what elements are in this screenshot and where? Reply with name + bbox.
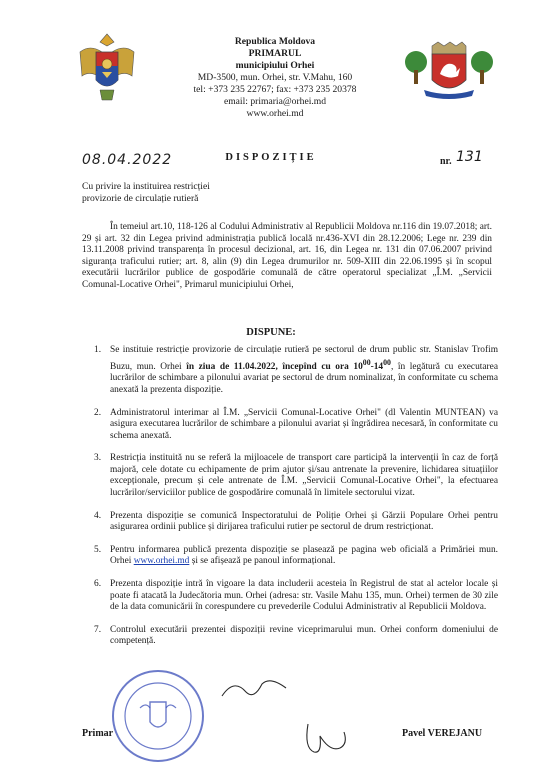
item-number: 2. xyxy=(94,407,102,418)
item-text: , în legătură cu executarea lucrărilor de schimbare a pilonului avariat pe sectorul de drum nominalizat, în conformitate cu schema anexată la prezenta dispoziție. xyxy=(110,361,498,395)
list-item xyxy=(82,453,498,499)
list-item xyxy=(82,345,498,397)
signature-icon xyxy=(300,718,360,758)
item-text: Prezenta dispoziție se comunică Inspectoratului de Poliție Orhei și Gărzii Populare Orhei pentru asigurarea ordinii publice și dirijarea traficului rutier pe sectorul de drum restricționat. xyxy=(110,510,498,533)
item-text: Prezenta dispoziție intră în vigoare la data includerii acesteia în Registrul de stat al actelor locale și poate fi atacată la Judecătoria mun. Orhei (adresa: str. Vasile Mahu 135, mun. Orhei) termen de 30 zile de la data comunicării în corespundere cu prevederile Codului Administrativ al Republicii Moldova. xyxy=(110,579,498,613)
header-address: MD-3500, mun. Orhei, str. V.Mahu, 160 xyxy=(197,72,353,83)
item-bold: în ziua de 11.04.2022, începînd cu ora $10^{00}-14^{00}$ xyxy=(186,357,391,372)
item-number: 5. xyxy=(94,544,102,555)
header-phone: tel: +373 235 22767; fax: +373 235 20378 xyxy=(193,84,357,95)
header-institution: PRIMARUL xyxy=(248,48,302,59)
subject xyxy=(82,181,210,205)
provisions-list xyxy=(82,345,498,659)
item-text: Restricția instituită nu se referă la mijloacele de transport care participă la intervenții în caz de forță majoră, cele dotate cu echipamente de prim ajutor și/sau antrenate la prevenire, lichidarea situațiilor excepționale, precum și cele antrenate de Î.M. „Servicii Comunal-Locative Orhei", la efectuarea lucrărilor/serviciilor publice de gospodărire comunală în limitele sectorului vizat. xyxy=(110,453,498,499)
item-number: 3. xyxy=(94,453,102,464)
item-number: 7. xyxy=(94,624,102,635)
list-item xyxy=(82,511,498,534)
item-number: 4. xyxy=(94,510,102,521)
signature-flourish-icon xyxy=(220,674,290,704)
signatory-title: Primar xyxy=(82,728,114,739)
header-website[interactable]: www.orhei.md xyxy=(246,108,304,119)
website-link[interactable]: www.orhei.md xyxy=(133,556,190,567)
item-text: Controlul executării prezentei dispoziții revine viceprimarului mun. Orhei conform domeniului de competență. xyxy=(110,624,498,647)
superscript: 00 xyxy=(383,357,391,367)
header-republic: Republica Moldova xyxy=(234,36,316,47)
item-text: Administratorul interimar al Î.M. „Servicii Comunal-Locative Orhei" (dl Valentin MUNTEAN) va asigura executarea lucrărilor de schimbare a pilonului avariat și îngrădirea necesară, în conformitate cu schema anexată. xyxy=(110,407,498,441)
list-item xyxy=(82,408,498,443)
subject-line-1: Cu privire la instituirea restricției xyxy=(82,181,210,192)
item-number: 1. xyxy=(94,345,102,355)
moldova-coat-of-arms-icon xyxy=(76,30,138,104)
list-item xyxy=(82,545,498,568)
handwritten-date: 08.04.2022 xyxy=(82,152,173,168)
handwritten-number: 131 xyxy=(456,149,483,165)
letterhead xyxy=(150,36,400,120)
official-stamp-icon xyxy=(110,668,206,764)
header-email: email: primaria@orhei.md xyxy=(223,96,327,107)
number-label: nr. xyxy=(440,156,452,167)
orhei-coat-of-arms-icon xyxy=(404,40,494,102)
item-text: și se afișează pe panoul informațional. xyxy=(189,556,336,567)
item-text: Pentru informarea publică prezenta dispoziție se plasează pe pagina web oficială a Primăriei mun. Orhei xyxy=(110,544,498,567)
list-item xyxy=(82,579,498,614)
list-item xyxy=(82,625,498,648)
dispune-heading: DISPUNE: xyxy=(246,327,296,338)
header-municipality: municipiului Orhei xyxy=(235,60,315,71)
document-title: DISPOZIȚIE xyxy=(225,152,317,163)
item-number: 6. xyxy=(94,579,102,590)
preamble-paragraph: În temeiul art.10, 118-126 al Codului Administrativ al Republicii Moldova nr.116 din 19.07.2018; art. 29 și art. 32 din Legea privind administrația publică locală nr.436-XVI din 28.12.2006; Lege nr. 239 din 13.11.2008 privind transparența în procesul decizional, art. 16, din Legea nr. 131 din 07.06.2007 privind siguranța traficului rutier; art. 8, alin (9) din Legea drumurilor nr. 509-XIII din 22.06.1995 și în scopul executării lucrărilor publice de gospodărie comunală de către operatorul specializat „Î.M. „Servicii Comunal-Locative Orhei", Primarul municipiului Orhei, xyxy=(82,222,492,290)
signatory-name: Pavel VEREJANU xyxy=(402,728,483,739)
item-text: Se instituie restricție provizorie de circulație rutieră pe sectorul de drum public str. Stanislav Trofim Buzu, mun. Orhei xyxy=(110,345,498,372)
subject-line-2: provizorie de circulație rutieră xyxy=(82,193,199,204)
superscript: 00 xyxy=(362,357,371,367)
